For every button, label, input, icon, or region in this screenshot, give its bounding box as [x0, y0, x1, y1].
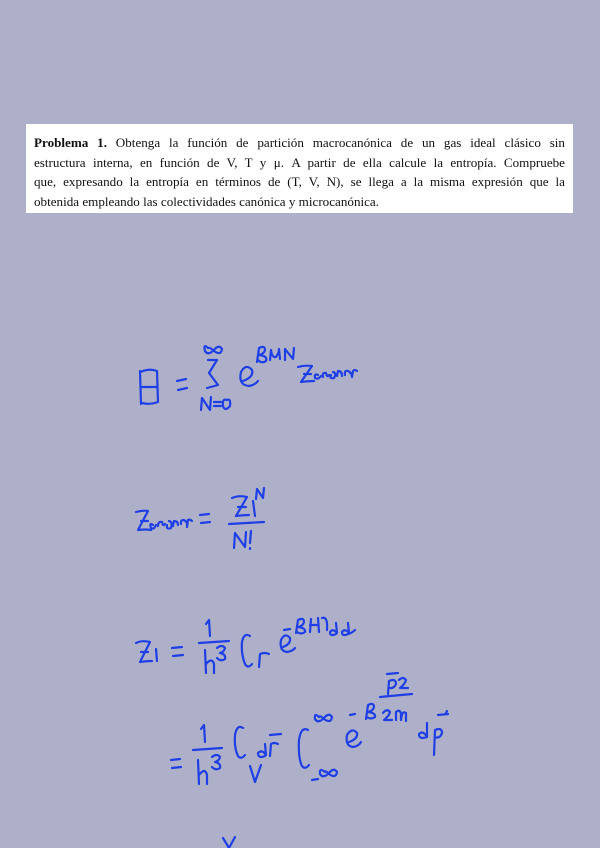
problem-line-2: estructura interna, en función de V, T y μ. A partir de ella calcule la entropía. Compruebe — [34, 154, 565, 170]
handwritten-equation-single-particle — [136, 618, 355, 673]
handwritten-equation-integral-split — [171, 673, 448, 784]
problem-heading: Problema 1. — [34, 135, 107, 150]
handwritten-equation-partial — [223, 837, 235, 848]
problem-line-4: obtenida empleando las colectividades canónica y microcanónica. — [34, 193, 380, 209]
handwritten-equation-grand-partition — [140, 346, 357, 410]
problem-line-1: Problema 1. Obtenga la función de partición macrocanónica de un gas ideal clásico sin — [34, 135, 565, 150]
problem-line-3: que, expresando la entropía en términos de (T, V, N), se llega a la misma expresión que la — [34, 174, 565, 189]
handwritten-equation-canonical — [136, 488, 264, 549]
